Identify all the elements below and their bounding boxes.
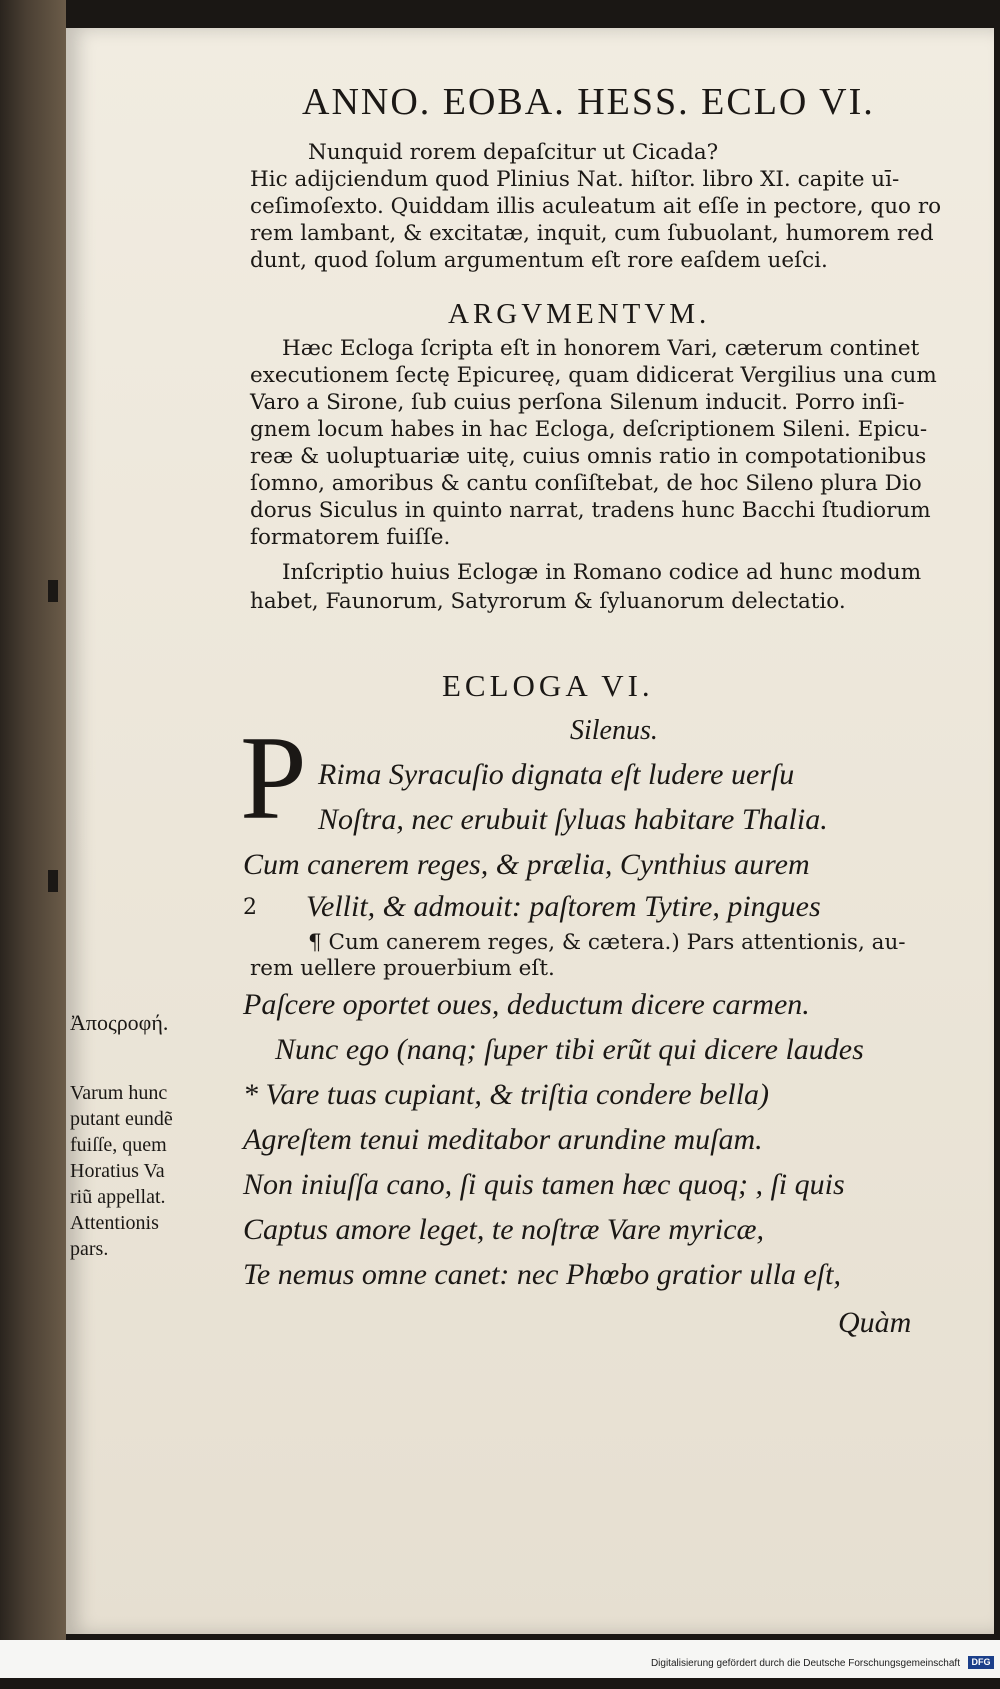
margin-note: Ἀποςροφή. bbox=[70, 1010, 169, 1035]
verse-line: Captus amore leget, te noſtræ Vare myricæ, bbox=[243, 1213, 765, 1246]
inscriptio-line: Inſcriptio huius Eclogæ in Romano codice ad hunc modum bbox=[282, 560, 922, 585]
verse-line: Non iniuſſa cano, ſi quis tamen hæc quoq; , ſi quis bbox=[243, 1168, 845, 1201]
argumentum-line: executionem ſectę Epicureę, quam didicerat Vergilius una cum bbox=[250, 363, 937, 388]
verse-line: Nunc ego (nanq; ſuper tibi erũt qui dicere laudes bbox=[275, 1033, 864, 1066]
intro-line: Hic adijciendum quod Plinius Nat. hiſtor. libro XI. capite uī- bbox=[250, 167, 900, 192]
verse-line: Paſcere oportet oues, deductum dicere carmen. bbox=[243, 988, 810, 1021]
catchword: Quàm bbox=[838, 1306, 912, 1339]
argumentum-line: dorus Siculus in quinto narrat, tradens hunc Bacchi ſtudiorum bbox=[250, 498, 931, 523]
margin-note: Varum hunc bbox=[70, 1082, 168, 1104]
intro-line: ceſimoſexto. Quiddam illis aculeatum ait eſſe in pectore, quo ro bbox=[250, 194, 942, 219]
verse-line: Noſtra, nec erubuit ſyluas habitare Thalia. bbox=[318, 803, 828, 836]
commentary-line: rem uellere prouerbium eſt. bbox=[250, 956, 555, 981]
margin-note: fuiſſe, quem bbox=[70, 1134, 167, 1156]
margin-note: Attentionis bbox=[70, 1212, 159, 1234]
margin-note: Horatius Va bbox=[70, 1160, 165, 1182]
verse-line: Vellit, & admouit: paſtorem Tytire, pingues bbox=[306, 890, 821, 923]
edge-mark bbox=[48, 580, 58, 602]
adjacent-page-edge bbox=[0, 0, 66, 1640]
line-marker: 2 bbox=[243, 895, 257, 920]
argumentum-line: Varo a Sirone, ſub cuius perſona Silenum inducit. Porro inſi- bbox=[250, 390, 905, 415]
argumentum-line: reæ & uoluptuariæ uitę, cuius omnis ratio in compotationibus bbox=[250, 444, 927, 469]
running-header: ANNO. EOBA. HESS. ECLO VI. bbox=[302, 81, 875, 123]
margin-note: riũ appellat. bbox=[70, 1186, 166, 1208]
footer-credit: Digitalisierung gefördert durch die Deutsche Forschungsgemeinschaft bbox=[650, 1658, 960, 1669]
edge-mark bbox=[48, 870, 58, 892]
argumentum-line: gnem locum habes in hac Ecloga, deſcriptionem Sileni. Epicu- bbox=[250, 417, 928, 442]
speaker-name: Silenus. bbox=[570, 715, 658, 746]
argumentum-line: Hæc Ecloga ſcripta eſt in honorem Vari, cæterum continet bbox=[282, 336, 920, 361]
intro-line: Nunquid rorem depaſcitur ut Cicada? bbox=[308, 140, 719, 165]
verse-line: Te nemus omne canet: nec Phœbo gratior ulla eſt, bbox=[243, 1258, 841, 1291]
verse-line: Cum canerem reges, & prælia, Cynthius aurem bbox=[243, 848, 810, 881]
argumentum-title: ARGVMENTVM. bbox=[448, 298, 711, 330]
intro-line: dunt, quod ſolum argumentum eſt rore eaſdem ueſci. bbox=[250, 248, 828, 273]
drop-cap: P bbox=[240, 711, 307, 844]
commentary-line: ¶ Cum canerem reges, & cætera.) Pars attentionis, au- bbox=[308, 930, 906, 955]
verse-line: Agreſtem tenui meditabor arundine muſam. bbox=[243, 1123, 763, 1156]
inscriptio-line: habet, Faunorum, Satyrorum & ſyluanorum delectatio. bbox=[250, 589, 846, 614]
margin-note: putant eundẽ bbox=[70, 1108, 173, 1130]
ecloga-title: ECLOGA VI. bbox=[442, 668, 654, 703]
argumentum-line: formatorem fuiſſe. bbox=[250, 525, 451, 550]
verse-line: Rima Syracuſio dignata eſt ludere uerſu bbox=[318, 758, 795, 791]
argumentum-line: ſomno, amoribus & cantu conſiſtebat, de hoc Sileno plura Dio bbox=[250, 471, 922, 496]
intro-line: rem lambant, & excitatæ, inquit, cum ſubuolant, humorem red bbox=[250, 221, 934, 246]
verse-line: * Vare tuas cupiant, & triſtia condere bella) bbox=[243, 1078, 770, 1111]
margin-note: pars. bbox=[70, 1238, 109, 1260]
dfg-logo: DFG bbox=[968, 1656, 994, 1669]
